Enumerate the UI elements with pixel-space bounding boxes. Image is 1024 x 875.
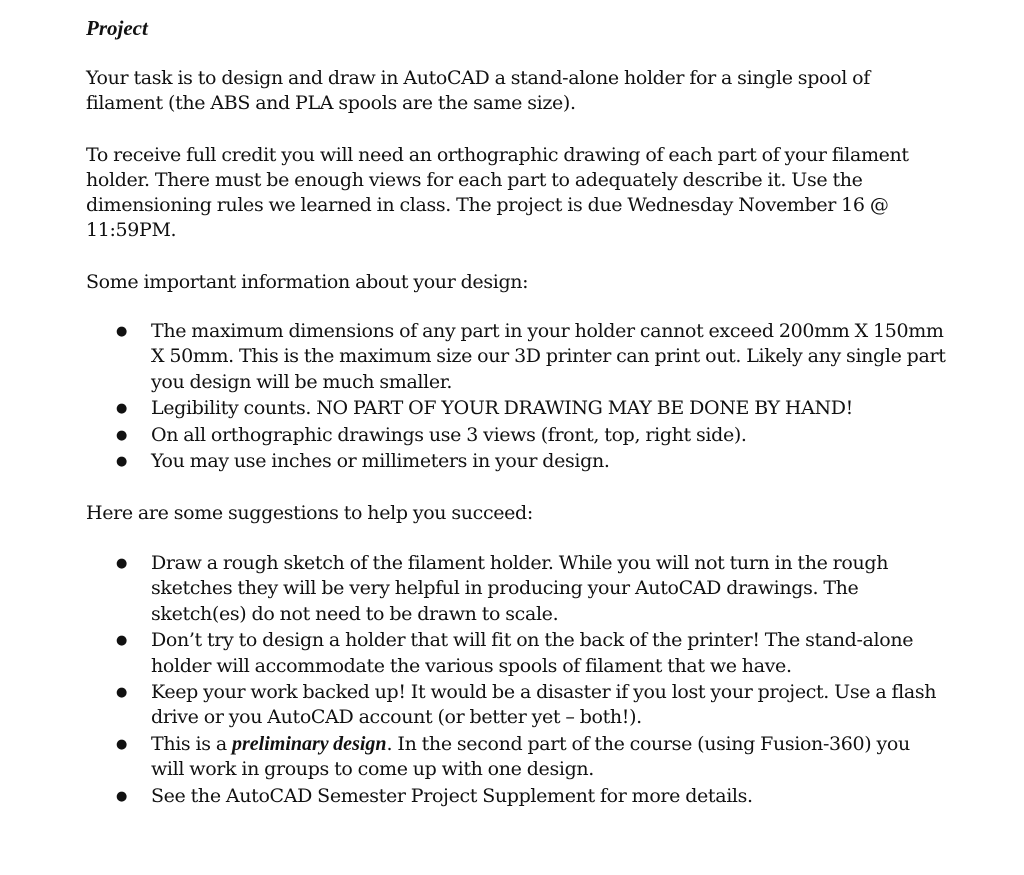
bullet-icon: ● [116,401,127,417]
bullet-icon: ● [116,324,127,340]
bullet-icon: ● [116,788,127,804]
list-item [86,396,946,421]
list-item-text: Legibility counts. NO PART OF YOUR DRAWING MAY BE DONE BY HAND! [151,397,853,420]
bullet-icon: ● [116,427,127,443]
list-item-text: Keep your work backed up! It would be a disaster if you lost your project. Use a flash drive or you AutoCAD account (or better yet – both!). [151,681,937,729]
list-item [86,784,946,809]
list-item [86,319,946,395]
document-page [86,14,946,811]
list-item-text: You may use inches or millimeters in your design. [151,450,610,473]
bullet-icon: ● [116,737,127,753]
list-item [86,680,946,731]
intro-paragraph: Your task is to design and draw in AutoCAD a stand-alone holder for a single spool of filament (the ABS and PLA spools are the same size). [86,67,870,115]
credit-paragraph: To receive full credit you will need an orthographic drawing of each part of your filament holder. There must be enough views for each part to adequately describe it. Use the dimensioning rules we learned in class. The project is due Wednesday November 16 @ 11:59PM. [86,143,909,242]
list-item-text: See the AutoCAD Semester Project Supplement for more details. [151,784,753,807]
document-title: Project [86,16,148,40]
list-item [86,628,946,679]
suggestions-list [86,551,946,809]
prelim-emphasis: preliminary design [232,733,387,756]
bullet-icon: ● [116,556,127,572]
list-item-text: Draw a rough sketch of the filament holder. While you will not turn in the rough sketches they will be very helpful in producing your AutoCAD drawings. The sketch(es) do not need to be drawn to scale. [151,552,889,625]
info-list [86,319,946,475]
bullet-icon: ● [116,633,127,649]
list-item-text [151,733,910,780]
list-item [86,423,946,448]
bullet-icon: ● [116,685,127,701]
list-item [86,732,946,783]
list-item [86,551,946,627]
info-heading: Some important information about your design: [86,270,529,293]
list-item [86,449,946,474]
suggestions-heading: Here are some suggestions to help you succeed: [86,501,533,524]
list-item-text: Don’t try to design a holder that will fit on the back of the printer! The stand-alone holder will accommodate the various spools of filament that we have. [151,629,914,677]
list-item-text: The maximum dimensions of any part in your holder cannot exceed 200mm X 150mm X 50mm. This is the maximum size our 3D printer can print out. Likely any single part you design will be much smaller. [151,320,946,393]
prelim-prefix: This is a [151,733,233,756]
prelim-suffix: . In the second part of the course (using Fusion-360) you will work in groups to come up with one design. [151,733,910,781]
bullet-icon: ● [116,454,127,470]
list-item-text: On all orthographic drawings use 3 views (front, top, right side). [151,423,747,446]
